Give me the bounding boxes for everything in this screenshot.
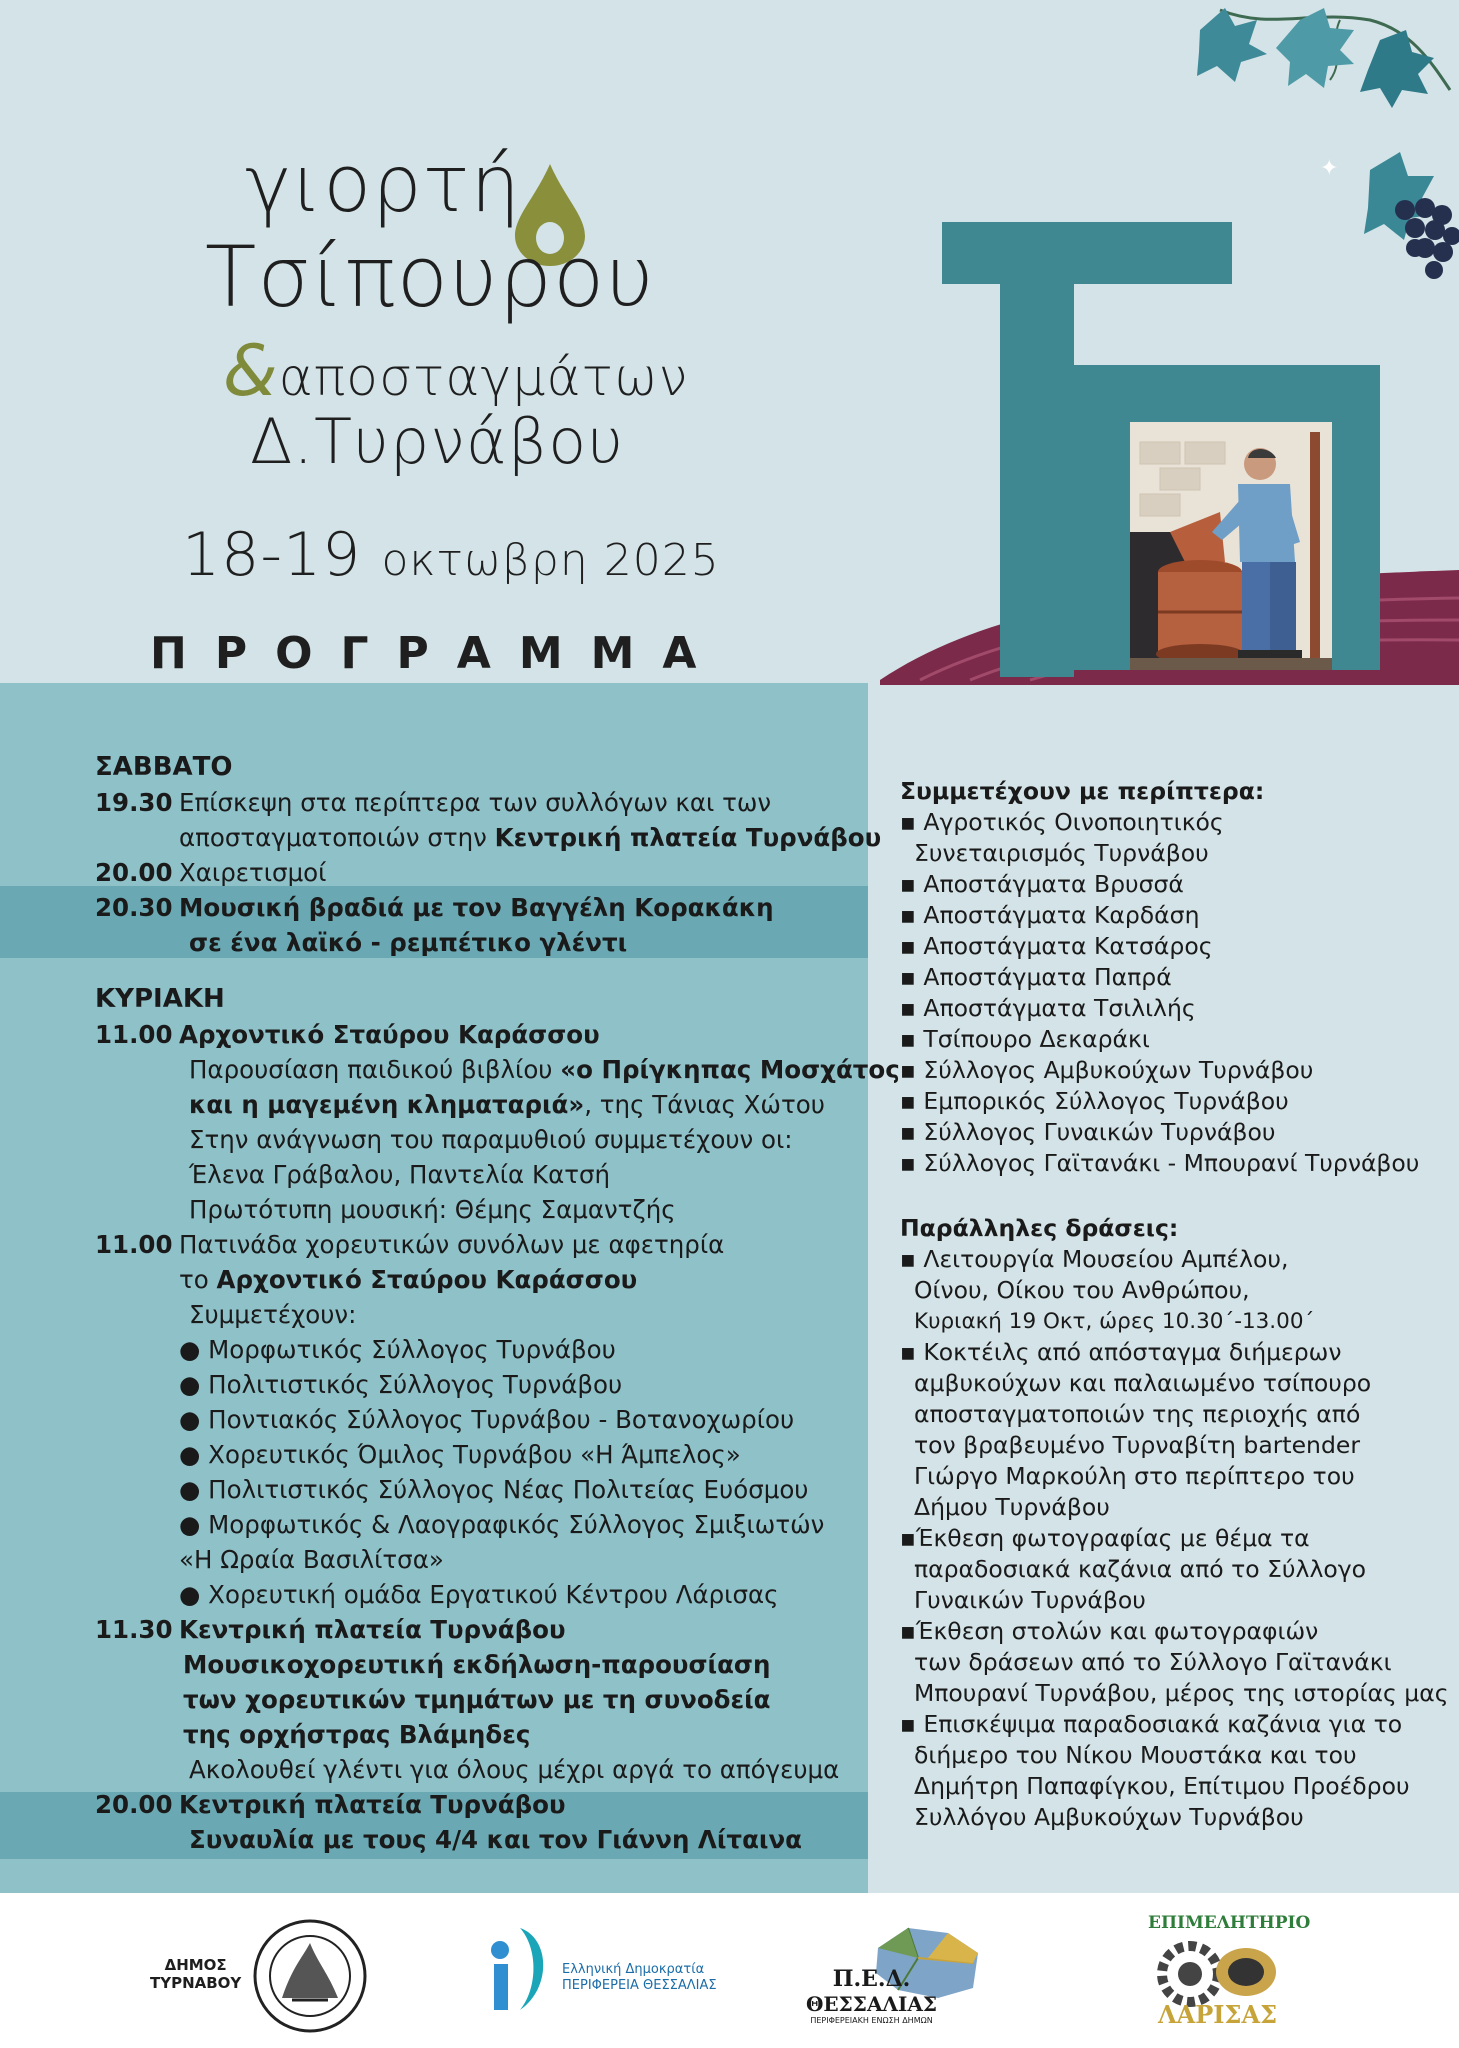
activity-item-cont: Δήμου Τυρνάβου	[914, 1493, 1110, 1521]
activity-item-cont: Μπουρανί Τυρνάβου, μέρος της ιστορίας μας	[914, 1679, 1449, 1707]
program-heading: ΠΡΟΓΡΑΜΜΑ	[150, 628, 725, 679]
ped-label-line-3: ΠΕΡΙΦΕΡΕΙΑΚΗ ΕΝΩΣΗ ΔΗΜΩΝ	[810, 2016, 933, 2025]
dimos-label-line-1: ΔΗΜΟΣ	[164, 1956, 227, 1974]
activity-item-cont: Κυριακή 19 Οκτ, ώρες 10.30΄-13.00΄	[914, 1309, 1315, 1334]
event-location: Κεντρική πλατεία Τυρνάβου	[179, 1615, 566, 1644]
distiller-illustration	[1130, 422, 1332, 670]
participant-item: ▪ Τσίπουρο Δεκαράκι	[900, 1025, 1150, 1053]
dance-group-item: ● Χορευτική ομάδα Εργατικού Κέντρου Λάρισας	[179, 1580, 779, 1609]
sunday-heading: ΚΥΡΙΑΚΗ	[95, 984, 225, 1014]
dance-group-item: ● Μορφωτικός Σύλλογος Τυρνάβου	[179, 1335, 616, 1364]
activity-item-cont: αμβυκούχων και παλαιωμένο τσίπουρο	[914, 1369, 1372, 1397]
parallel-activities-section	[900, 1213, 1449, 1833]
event-text: Πατινάδα χορευτικών συνόλων με αφετηρία	[179, 1230, 725, 1259]
sun-event-1-book-2	[95, 1087, 900, 1122]
region-thessaly-label	[562, 1962, 717, 1994]
participant-item: ▪ Σύλλογος Γαϊτανάκι - Μπουρανί Τυρνάβου	[900, 1149, 1420, 1177]
event-text: Παρουσίαση παιδικού βιβλίου	[189, 1055, 561, 1084]
event-time: 11.00	[95, 1020, 173, 1049]
sun-event-1-readers: Έλενα Γράβαλου, Παντελία Κατσή	[189, 1160, 611, 1189]
participant-item-cont: Συνεταιρισμός Τυρνάβου	[914, 839, 1209, 867]
participant-item: ▪ Αποστάγματα Κατσάρος	[900, 932, 1213, 960]
chamber-gear-emblem-icon	[1148, 1936, 1288, 2008]
activity-item: ▪ Επισκέψιμα παραδοσιακά καζάνια για το	[900, 1710, 1403, 1738]
sat-event-2	[95, 855, 881, 890]
activity-item-cont: Οίνου, Οίκου του Ανθρώπου,	[914, 1276, 1250, 1304]
book-title: «ο Πρίγκηπας Μοσχάτος	[560, 1055, 900, 1084]
activity-item: ▪Έκθεση φωτογραφίας με θέμα τα	[900, 1524, 1310, 1552]
title-line-1: γιορτή	[245, 140, 521, 230]
activity-item: ▪Έκθεση στολών και φωτογραφιών	[900, 1617, 1319, 1645]
participant-item: ▪ Σύλλογος Γυναικών Τυρνάβου	[900, 1118, 1276, 1146]
activity-item-cont: Γυναικών Τυρνάβου	[914, 1586, 1146, 1614]
festival-dates	[182, 520, 720, 590]
activity-item: ▪ Κοκτέιλς από απόσταγμα διήμερων	[900, 1338, 1342, 1366]
sat-event-1-line-2	[95, 820, 881, 855]
dates-days: 18-19	[182, 520, 362, 590]
region-thessaly-logo-icon	[480, 1918, 555, 2018]
dates-month-year: οκτωβρη 2025	[381, 535, 720, 586]
parallel-heading: Παράλληλες δράσεις:	[900, 1214, 1179, 1242]
participant-item: ▪ Εμπορικός Σύλλογος Τυρνάβου	[900, 1087, 1289, 1115]
event-location: Κεντρική πλατεία Τυρνάβου	[494, 823, 882, 852]
sat-event-3-line-2: σε ένα λαϊκό - ρεμπέτικο γλέντι	[189, 928, 628, 957]
ped-label-line-1: Π.Ε.Δ.	[832, 1966, 911, 1992]
sun-event-2-line-2	[95, 1262, 900, 1297]
activity-item-cont: τον βραβευμένο Τυρναβίτη bartender	[914, 1431, 1360, 1459]
sun-event-2-participants-label: Συμμετέχουν:	[189, 1300, 357, 1329]
sun-event-3-line-3: των χορευτικών τμημάτων με τη συνοδεία	[183, 1685, 771, 1714]
dance-group-item: ● Μορφωτικός & Λαογραφικός Σύλλογος Σμιξιωτών	[179, 1510, 825, 1539]
dance-group-item: ● Πολιτιστικός Σύλλογος Νέας Πολιτείας Ευόσμου	[179, 1475, 809, 1504]
sun-event-3-line-5: Ακολουθεί γλέντι για όλους μέχρι αργά το απόγευμα	[189, 1755, 840, 1784]
saturday-schedule	[95, 750, 881, 960]
dimos-label-line-2: ΤΥΡΝΑΒΟΥ	[150, 1974, 242, 1992]
event-text: Μουσική βραδιά με τον Βαγγέλη Κορακάκη	[179, 893, 774, 922]
sun-event-4	[95, 1787, 900, 1822]
sun-event-2	[95, 1227, 900, 1262]
ped-thessaly-label	[806, 1966, 937, 2025]
activity-item-cont: διήμερο του Νίκου Μουστάκα και του	[914, 1741, 1357, 1769]
event-text: το	[179, 1265, 217, 1294]
dimos-tyrnavou-label	[150, 1956, 241, 1992]
title-line-3	[223, 330, 689, 412]
region-label-line-2: ΠΕΡΙΦΕΡΕΙΑ ΘΕΣΣΑΛΙΑΣ	[562, 1978, 717, 1993]
event-text: Χαιρετισμοί	[179, 858, 327, 887]
activity-item-cont: παραδοσιακά καζάνια από το Σύλλογο	[914, 1555, 1367, 1583]
activity-item-cont: Δημήτρη Παπαφίγκου, Επίτιμου Προέδρου	[914, 1772, 1410, 1800]
svg-text:✦: ✦	[1320, 156, 1339, 181]
sat-event-1	[95, 785, 881, 820]
event-location: Αρχοντικό Σταύρου Καράσσου	[179, 1020, 600, 1049]
chamber-label-bottom: ΛΑΡΙΣΑΣ	[1158, 2000, 1278, 2029]
participant-item: ▪ Αποστάγματα Καρδάση	[900, 901, 1200, 929]
sun-event-4-line-2: Συναυλία με τους 4/4 και τον Γιάννη Λίταινα	[189, 1825, 802, 1854]
title-line-4: Δ.Τυρνάβου	[250, 405, 625, 478]
ped-label-line-2: ΘΕΣΣΑΛΙΑΣ	[806, 1992, 937, 2016]
title-line-3-text: αποσταγμάτων	[278, 348, 689, 408]
event-time: 20.00	[95, 1790, 173, 1819]
dance-group-item-cont-text: «Η Ωραία Βασιλίτσα»	[179, 1545, 444, 1574]
region-label-line-1: Ελληνική Δημοκρατία	[562, 1962, 705, 1977]
event-time: 11.00	[95, 1230, 173, 1259]
event-text: αποσταγματοποιών στην	[179, 823, 495, 852]
dimos-tyrnavou-seal-icon	[252, 1918, 368, 2034]
activity-item-cont: των δράσεων από το Σύλλογο Γαϊτανάκι	[914, 1648, 1392, 1676]
sun-event-3	[95, 1612, 900, 1647]
event-location: Κεντρική πλατεία Τυρνάβου	[179, 1790, 566, 1819]
sun-event-1-reading: Στην ανάγνωση του παραμυθιού συμμετέχουν οι:	[189, 1125, 793, 1154]
sunday-schedule	[95, 982, 900, 1857]
event-location: Αρχοντικό Σταύρου Καράσσου	[216, 1265, 638, 1294]
event-text: Επίσκεψη στα περίπτερα των συλλόγων και των	[179, 788, 772, 817]
activity-item: ▪ Λειτουργία Μουσείου Αμπέλου,	[900, 1245, 1289, 1273]
chamber-label-top: ΕΠΙΜΕΛΗΤΗΡΙΟ	[1148, 1913, 1311, 1933]
dance-group-item: ● Ποντιακός Σύλλογος Τυρνάβου - Βοτανοχωρίου	[179, 1405, 795, 1434]
activity-item-cont: αποσταγματοποιών της περιοχής από	[914, 1400, 1361, 1428]
participant-item: ▪ Αγροτικός Οινοποιητικός	[900, 808, 1224, 836]
title-line-2: Τσίπουρου	[205, 228, 655, 326]
dance-group-item: ● Πολιτιστικός Σύλλογος Τυρνάβου	[179, 1370, 623, 1399]
sun-event-1-music: Πρωτότυπη μουσική: Θέμης Σαμαντζής	[189, 1195, 676, 1224]
saturday-heading: ΣΑΒΒΑΤΟ	[95, 752, 233, 782]
activity-item-cont: Γιώργο Μαρκούλη στο περίπτερο του	[914, 1462, 1355, 1490]
sun-event-1	[95, 1017, 900, 1052]
event-time: 19.30	[95, 788, 173, 817]
sun-event-3-line-2: Μουσικοχορευτική εκδήλωση-παρουσίαση	[183, 1650, 771, 1679]
dance-group-item-cont	[95, 1542, 900, 1577]
event-time: 11.30	[95, 1615, 173, 1644]
activity-item-cont: Συλλόγου Αμβυκούχων Τυρνάβου	[914, 1803, 1304, 1831]
participant-item: ▪ Αποστάγματα Παπρά	[900, 963, 1172, 991]
book-author: , της Τάνιας Χώτου	[584, 1090, 825, 1119]
event-time: 20.00	[95, 858, 173, 887]
participants-section	[900, 776, 1419, 1179]
participant-item: ▪ Αποστάγματα Τσιλιλής	[900, 994, 1196, 1022]
event-time: 20.30	[95, 893, 173, 922]
dance-group-item: ● Χορευτικός Όμιλος Τυρνάβου «Η Άμπελος»	[179, 1440, 741, 1469]
participants-heading: Συμμετέχουν με περίπτερα:	[900, 777, 1265, 805]
sun-event-1-book	[95, 1052, 900, 1087]
ampersand: &	[223, 330, 279, 412]
sun-event-3-line-4: της ορχήστρας Βλάμηδες	[183, 1720, 531, 1749]
sat-event-3	[95, 890, 881, 925]
participant-item: ▪ Σύλλογος Αμβυκούχων Τυρνάβου	[900, 1056, 1314, 1084]
book-title: και η μαγεμένη κληματαριά»	[189, 1090, 585, 1119]
participant-item: ▪ Αποστάγματα Βρυσσά	[900, 870, 1184, 898]
